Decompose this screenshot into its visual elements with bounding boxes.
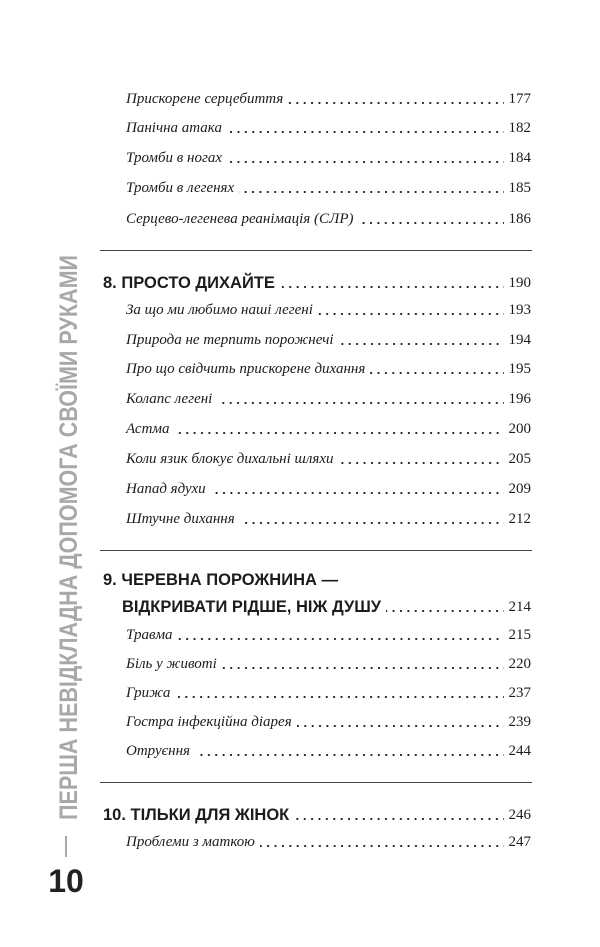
chapter-page: 214 [508,599,531,615]
section-divider [100,550,532,551]
toc-entry-title: Проблеми з маткою [126,834,255,850]
toc-entry [126,389,531,409]
toc-entry-title: Коли язик блокує дихальні шляхи [126,451,334,467]
dot-leader [280,286,504,288]
dot-leader [318,313,504,315]
toc-entry [126,148,531,168]
toc-entry-title: Гостра інфекційна діарея [126,714,292,730]
toc-entry-title: Тромби в легенях [126,180,235,196]
toc-entry-page: 193 [508,302,531,318]
chapter-heading-continued [122,597,531,617]
toc-entry-page: 220 [508,656,531,672]
toc-entry-page: 209 [508,481,531,497]
toc-entry-page: 237 [508,685,531,701]
chapter-title: 8. ПРОСТО ДИХАЙТЕ [103,274,275,292]
dot-leader [288,102,503,104]
section-divider [100,782,532,783]
chapter-title: ВІДКРИВАТИ РІДШЕ, НІЖ ДУШУ [122,598,382,616]
chapter-page: 190 [508,275,531,291]
toc-entry-page: 200 [508,421,531,437]
dot-leader [211,492,504,494]
toc-entry [126,178,531,198]
toc-entry-title: Штучне дихання [126,511,235,527]
toc-entry-page: 194 [508,332,531,348]
dot-leader [227,131,504,133]
dot-leader [260,845,504,847]
toc-entry [126,300,531,320]
toc-entry [126,625,531,645]
toc-entry [126,89,531,109]
toc-entry-title: Про що свідчить прискорене дихання [126,361,366,377]
toc-entry-title: Грижа [126,685,171,701]
dot-leader [178,638,504,640]
toc-entry-page: 195 [508,361,531,377]
toc-entry [126,330,531,350]
dot-leader [358,222,503,224]
chapter-heading [103,570,531,590]
toc-entry [126,359,531,379]
toc-entry-page: 244 [508,743,531,759]
toc-entry-title: За що ми любимо наші легені [126,302,313,318]
toc-entry [126,479,531,499]
chapter-heading [103,273,531,293]
chapter-page: 246 [508,807,531,823]
chapter-title: 9. ЧЕРЕВНА ПОРОЖНИНА — [103,571,338,589]
dot-leader [239,191,503,193]
chapter-title: 10. ТІЛЬКИ ДЛЯ ЖІНОК [103,806,290,824]
toc-entry-title: Тромби в ногах [126,150,222,166]
dot-leader [370,372,503,374]
toc-entry-title: Астма [126,421,170,437]
toc-entry-title: Напад ядухи [126,481,206,497]
toc-entry [126,683,531,703]
toc-entry [126,712,531,732]
dot-leader [339,343,504,345]
toc-entry-title: Серцево-легенева реанімація (СЛР) [126,211,354,227]
toc-entry-title: Панічна атака [126,120,222,136]
side-title [40,164,90,840]
dot-leader [240,522,504,524]
toc-entry [126,419,531,439]
section-divider [100,250,532,251]
toc-entry-title: Колапс легені [126,391,213,407]
toc-entry-page: 177 [508,91,531,107]
toc-entry-title: Природа не терпить порожнечі [126,332,334,348]
dot-leader [175,432,504,434]
toc-entry-page: 247 [508,834,531,850]
toc-entry [126,449,531,469]
side-title-text: ПЕРША НЕВІДКЛАДНА ДОПОМОГА СВОЇМИ РУКАМИ [55,164,83,820]
dot-leader [217,402,503,404]
toc-entry-page: 184 [508,150,531,166]
toc-entry [126,832,531,852]
dot-leader [195,754,503,756]
toc-entry-title: Отруєння [126,743,191,759]
toc-entry [126,509,531,529]
dot-leader [222,667,504,669]
toc-entry-page: 182 [508,120,531,136]
chapter-heading [103,805,531,825]
dot-leader [227,161,504,163]
toc-entry [126,209,531,229]
toc-entry-title: Біль у животі [126,656,217,672]
side-divider [65,836,67,857]
dot-leader [339,462,504,464]
dot-leader [294,818,503,820]
dot-leader [175,696,503,698]
toc-entry-page: 215 [508,627,531,643]
toc-entry [126,118,531,138]
dot-leader [386,610,503,612]
toc-entry [126,654,531,674]
page-number: 10 [48,863,84,899]
toc-entry-page: 239 [508,714,531,730]
toc-entry-page: 196 [508,391,531,407]
toc-entry-page: 205 [508,451,531,467]
toc-entry-page: 212 [508,511,531,527]
toc-entry-title: Прискорене серцебиття [126,91,284,107]
toc-entry [126,741,531,761]
dot-leader [297,725,504,727]
toc-entry-page: 186 [508,211,531,227]
toc-entry-title: Травма [126,627,173,643]
toc-entry-page: 185 [508,180,531,196]
